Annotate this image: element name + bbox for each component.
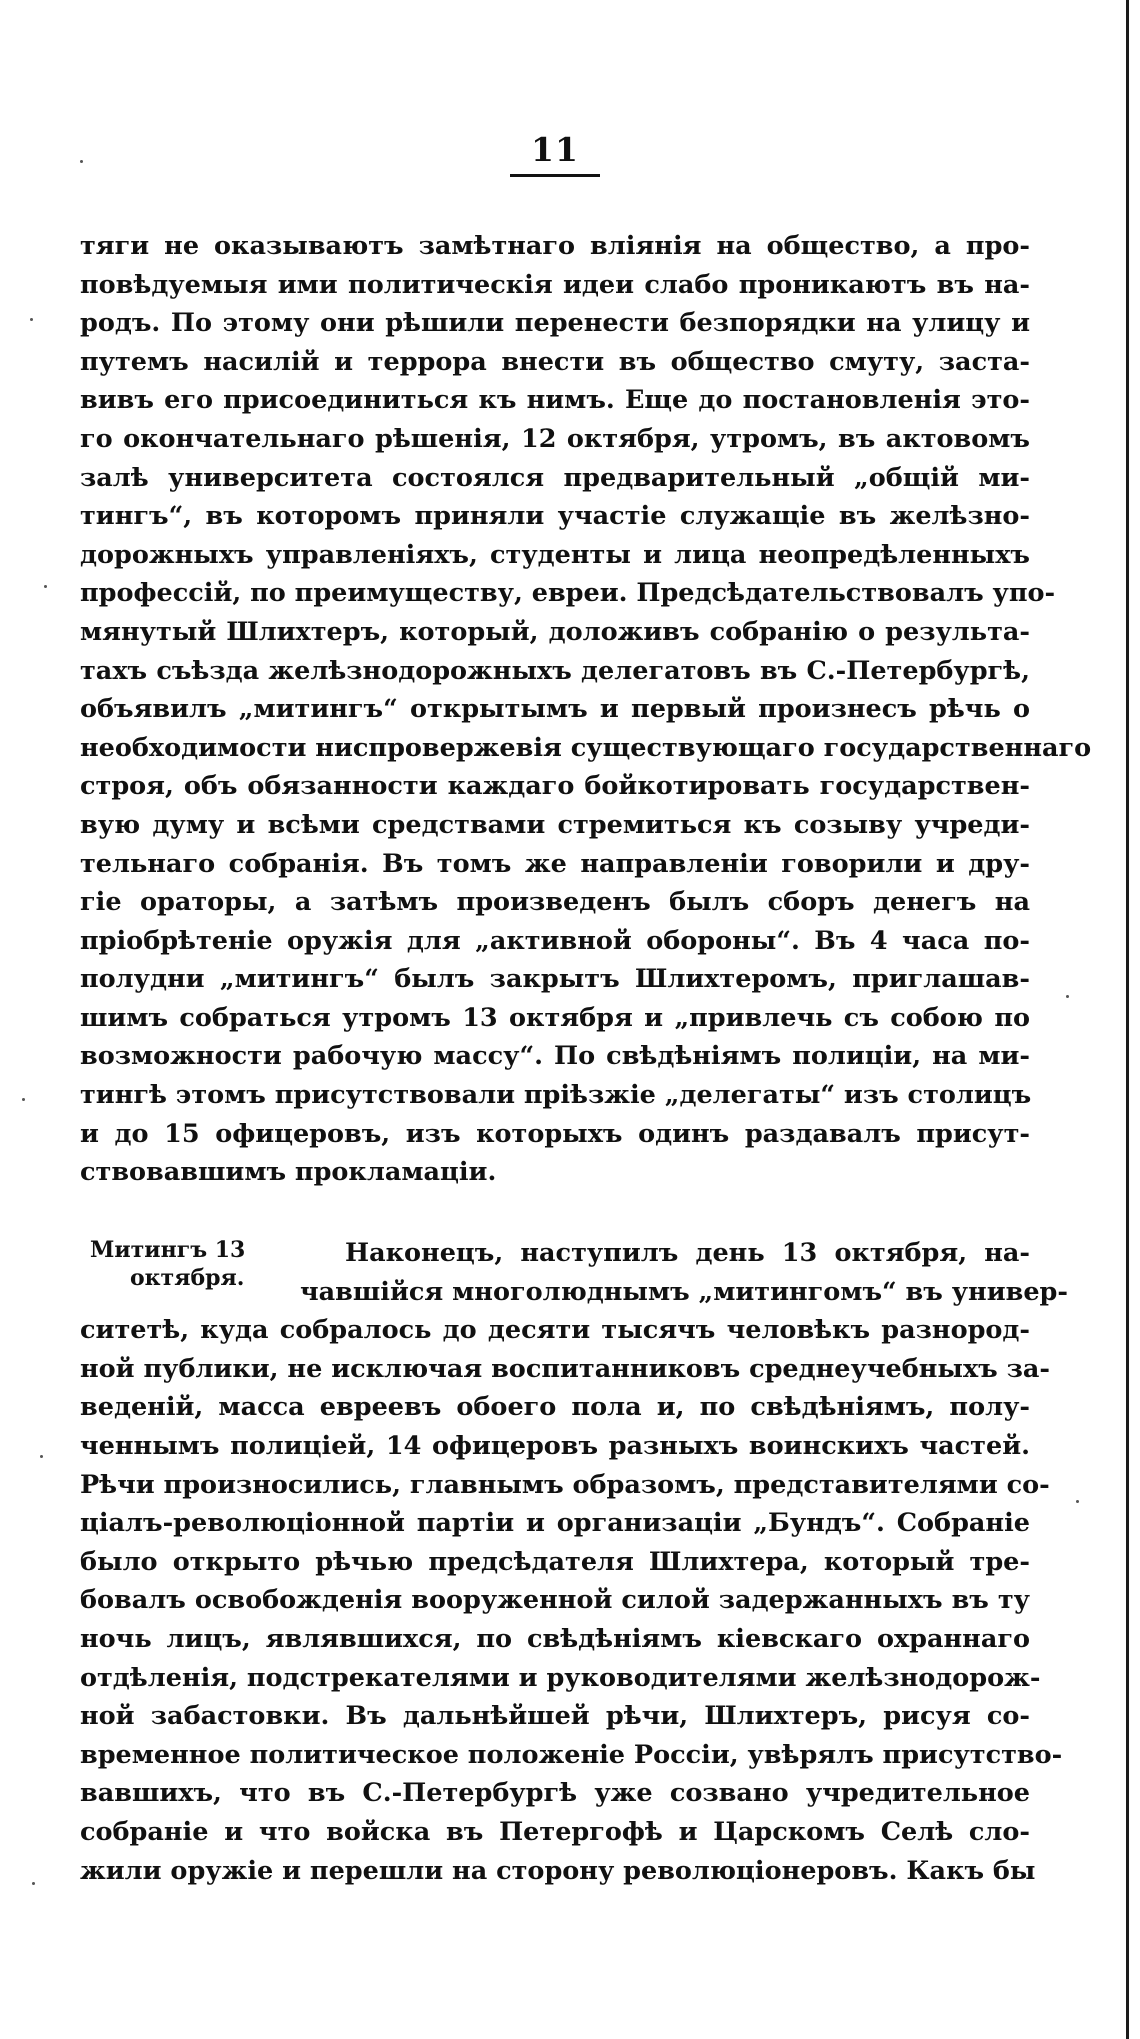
text-line: повѣдуемыя ими политическія идеи слабо проникаютъ въ на-: [80, 269, 1030, 300]
text-line: мянутый Шлихтеръ, который, доложивъ собранію о результа-: [80, 616, 1030, 647]
print-speck: [80, 160, 83, 163]
text-line: тингъ“, въ которомъ приняли участіе служащіе въ желѣзно-: [80, 501, 1030, 532]
text-line: вивъ его присоединиться къ нимъ. Еще до постановленія это-: [80, 385, 1030, 416]
text-line: веденій, масса евреевъ обоего пола и, по свѣдѣніямъ, полу-: [80, 1392, 1030, 1423]
text-line: и до 15 офицеровъ, изъ которыхъ одинъ раздавалъ присут-: [80, 1118, 1030, 1149]
print-speck: [1066, 995, 1069, 998]
text-line: ціалъ-революціонной партіи и организаціи „Бундъ“. Собраніе: [80, 1508, 1030, 1539]
text-line: профессій, по преимуществу, евреи. Предсѣдательствовалъ упо-: [80, 578, 1056, 609]
paragraph-2-first-line: [345, 1234, 1030, 1273]
text-line: ной публики, не исключая воспитанниковъ среднеучебныхъ за-: [80, 1353, 1050, 1384]
text-line: ствовавшимъ прокламаціи.: [80, 1157, 497, 1188]
text-line: гіе ораторы, а затѣмъ произведенъ былъ сборъ денегъ на: [80, 887, 1030, 918]
print-speck: [30, 318, 33, 321]
margin-note-line: Митингъ 13: [90, 1237, 246, 1263]
text-line: чавшійся многолюднымъ „митингомъ“ въ универ-: [300, 1276, 1068, 1307]
text-line: отдѣленія, подстрекателями и руководителями желѣзнодорож-: [80, 1662, 1041, 1693]
print-speck: [40, 1455, 43, 1458]
text-line: путемъ насилій и террора внести въ общество смуту, застa-: [80, 346, 1030, 377]
text-line: ночь лицъ, являвшихся, по свѣдѣніямъ кіевскаго охраннаго: [80, 1623, 1030, 1654]
text-line: временное политическое положеніе Россіи, увѣрялъ присутство-: [80, 1739, 1063, 1770]
text-line: тяги не оказываютъ замѣтнаго вліянія на общество, а про-: [80, 231, 1030, 261]
text-line: родъ. По этому они рѣшили перенести безпорядки на улицу и: [80, 308, 1030, 339]
margin-note-line: октября.: [130, 1265, 245, 1291]
text-line: го окончательнаго рѣшенія, 12 октября, утромъ, въ актовомъ: [80, 423, 1030, 454]
text-line: полудни „митингъ“ былъ закрытъ Шлихтеромъ, приглашав-: [80, 964, 1030, 995]
print-speck: [1076, 1500, 1079, 1503]
text-line: Рѣчи произносились, главнымъ образомъ, представителями со-: [80, 1469, 1050, 1500]
text-line: строя, объ обязанности каждаго бойкотировать государствен-: [80, 771, 1030, 802]
text-line: тахъ съѣзда желѣзнодорожныхъ делегатовъ въ С.-Петербургѣ,: [80, 655, 1030, 686]
text-line: необходимости ниспровержевія существующаго государственнаго: [80, 732, 1092, 763]
page-number: 11: [531, 130, 579, 169]
page-edge-line: [1126, 0, 1129, 2039]
margin-note: [90, 1236, 290, 1292]
text-line: ной забастовки. Въ дальнѣйшей рѣчи, Шлихтеръ, рисуя со-: [80, 1701, 1030, 1732]
print-speck: [44, 585, 47, 588]
print-speck: [32, 1882, 35, 1885]
page-number-rule: [510, 174, 600, 177]
text-line: вавшихъ, что въ С.-Петербургѣ уже созвано учредительное: [80, 1778, 1030, 1809]
text-line: ситетѣ, куда собралось до десяти тысячъ человѣкъ разнород-: [80, 1315, 1030, 1346]
text-line: ченнымъ полиціей, 14 офицеровъ разныхъ воинскихъ частей.: [80, 1430, 1030, 1461]
text-line: шимъ собраться утромъ 13 октября и „привлечь съ собою по: [80, 1002, 1030, 1033]
paragraph-2: [80, 1311, 1063, 1890]
text-line: вую думу и всѣми средствами стремиться къ созыву учреди-: [80, 809, 1030, 840]
text-line: бовалъ освобожденія вооруженной силой задержанныхъ въ ту: [80, 1585, 1030, 1616]
print-speck: [22, 1098, 25, 1101]
paragraph-1: [80, 227, 1092, 1192]
text-line: собраніе и что войска въ Петергофѣ и Царскомъ Селѣ сло-: [80, 1816, 1030, 1847]
text-line: залѣ университета состоялся предварительный „общій ми-: [80, 462, 1030, 493]
text-line: было открыто рѣчью предсѣдателя Шлихтера, который тре-: [80, 1546, 1030, 1577]
paragraph-2-second-line: [300, 1273, 1068, 1312]
text-line: пріобрѣтеніе оружія для „активной обороны“. Въ 4 часа по-: [80, 925, 1030, 956]
text-line: тингѣ этомъ присутствовали пріѣзжіе „делегаты“ изъ столицъ: [80, 1080, 1032, 1111]
text-line: дорожныхъ управленіяхъ, студенты и лица неопредѣленныхъ: [80, 539, 1030, 570]
text-line: возможности рабочую массу“. По свѣдѣніямъ полиціи, на ми-: [80, 1041, 1030, 1072]
text-line: жили оружіе и перешли на сторону революціонеровъ. Какъ бы: [80, 1855, 1036, 1886]
text-line: тельнаго собранія. Въ томъ же направленіи говорили и дру-: [80, 848, 1030, 879]
text-line: объявилъ „митингъ“ открытымъ и первый произнесъ рѣчь о: [80, 694, 1030, 725]
text-line: Наконецъ, наступилъ день 13 октября, на-: [345, 1238, 1030, 1268]
